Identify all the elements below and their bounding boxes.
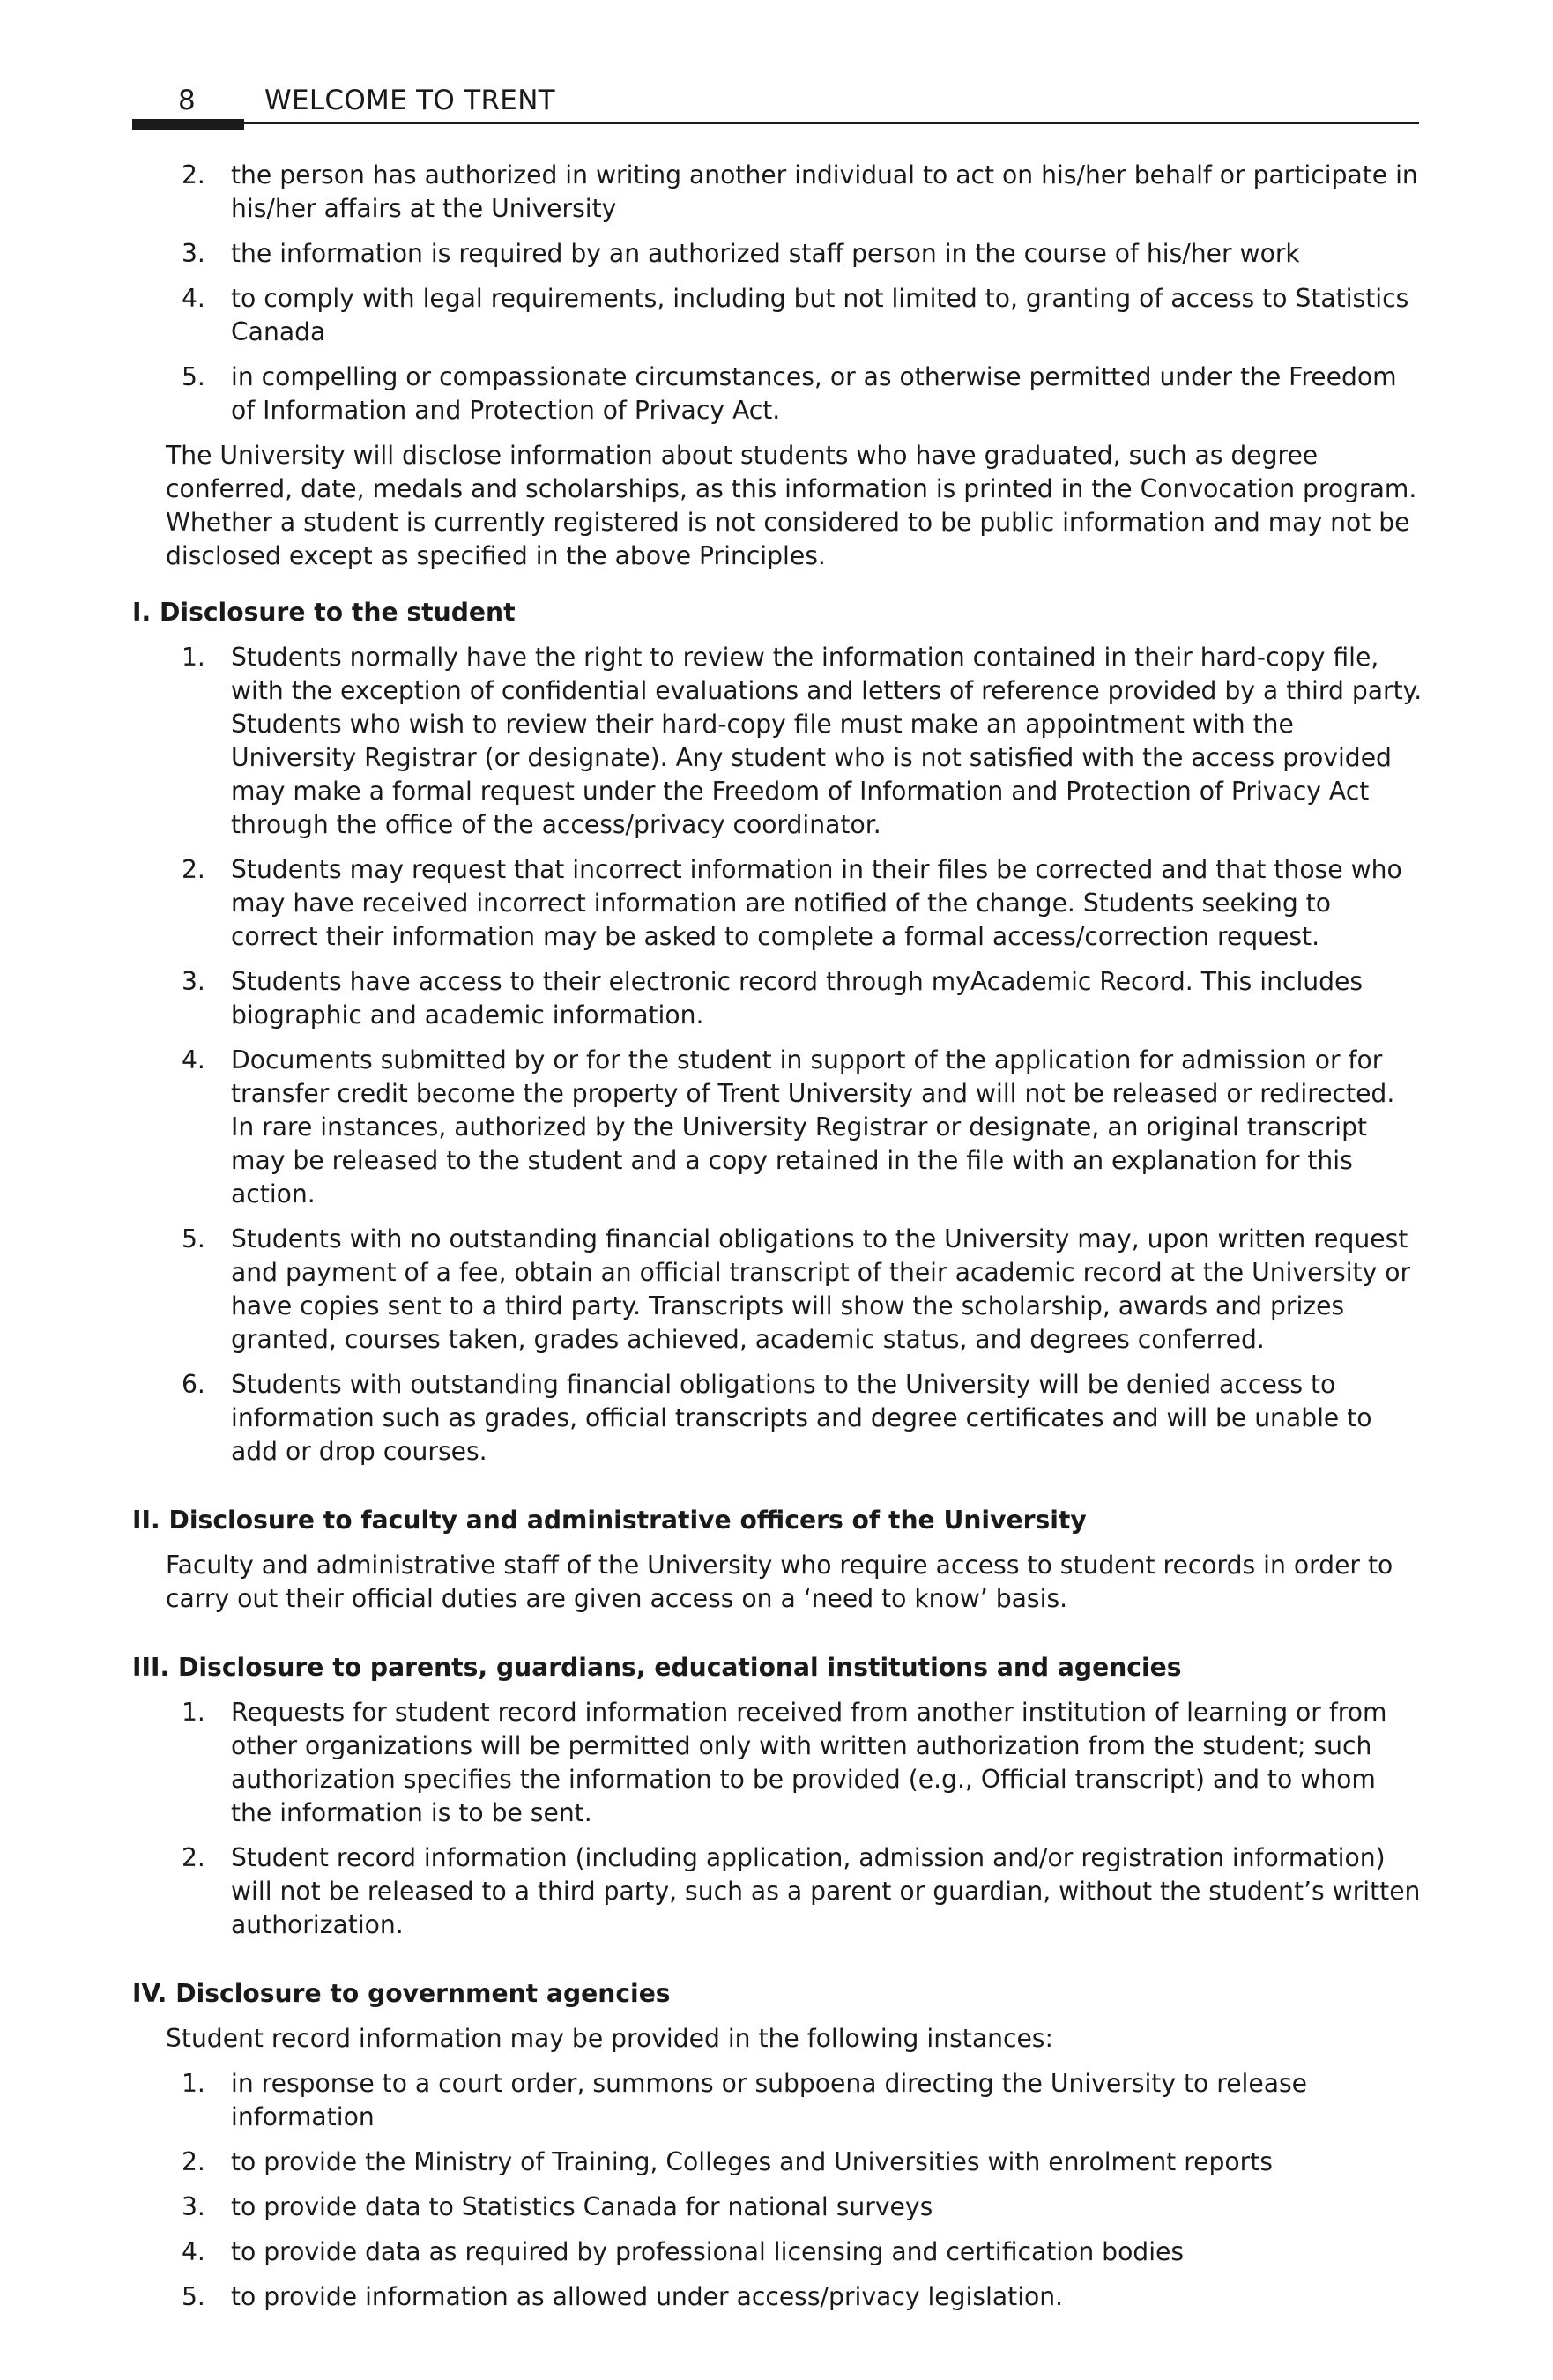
list-item-text: to provide data to Statistics Canada for national surveys (231, 2192, 933, 2221)
list-item-number: 2. (182, 1843, 205, 1872)
government-disclosure-list (132, 2067, 1424, 2314)
list-item (132, 2190, 1424, 2224)
list-item (132, 1368, 1424, 1469)
list-item-text: Students normally have the right to review the information contained in their hard-copy file, with the exception of confidential evaluations and letters of reference provided by a third party. Students who wish to review their hard-copy file must make an appointment with the University Registrar (or designate). Any student who is not satisfied with the access provided may make a formal request under the Freedom of Information and Protection of Privacy Act through the office of the access/privacy coordinator. (231, 643, 1423, 839)
list-item (132, 1044, 1424, 1211)
list-item (132, 1841, 1424, 1942)
list-item-text: Students with outstanding financial obligations to the University will be denied access to information such as grades, official transcripts and degree certificates and will be unable to add or drop courses. (231, 1370, 1372, 1466)
government-paragraph: Student record information may be provided in the following instances: (166, 2024, 1053, 2053)
list-item (132, 853, 1424, 954)
list-item-number: 3. (182, 239, 205, 268)
list-item-text: in response to a court order, summons or subpoena directing the University to release information (231, 2069, 1308, 2131)
list-item-text: Students may request that incorrect information in their files be corrected and that those who may have received incorrect information are notified of the change. Students seeking to correct their information may be asked to complete a formal access/correction request. (231, 855, 1402, 951)
list-item-number: 2. (182, 160, 205, 190)
page-body (132, 159, 1424, 2325)
parents-disclosure-list (132, 1696, 1424, 1942)
list-item-text: to comply with legal requirements, including but not limited to, granting of access to Statistics Canada (231, 284, 1409, 346)
header-rule (132, 122, 1419, 124)
list-item (132, 2235, 1424, 2269)
list-item-text: the information is required by an authorized staff person in the course of his/her work (231, 239, 1300, 268)
list-item (132, 641, 1424, 842)
list-item (132, 361, 1424, 428)
list-item-text: Student record information (including application, admission and/or registration information) will not be released to a third party, such as a parent or guardian, without the student’s written authorization. (231, 1843, 1421, 1939)
list-item (132, 2067, 1424, 2134)
intro-paragraph: The University will disclose information about students who have graduated, such as degree conferred, date, medals and scholarships, as this information is printed in the Convocation program. Whether a student is currently registered is not considered to be public information and may not be disclosed except as specified in the above Principles. (166, 441, 1417, 570)
list-item-number: 1. (182, 1698, 205, 1727)
list-item-text: Students have access to their electronic record through myAcademic Record. This includes biographic and academic information. (231, 967, 1364, 1030)
list-item (132, 1696, 1424, 1830)
section-heading-student: I. Disclosure to the student (132, 598, 516, 627)
list-item-text: to provide the Ministry of Training, Colleges and Universities with enrolment reports (231, 2147, 1273, 2176)
list-item-text: Students with no outstanding financial obligations to the University may, upon written request and payment of a fee, obtain an official transcript of their academic record at the University or have copies sent to a third party. Transcripts will show the scholarship, awards and prizes granted, courses taken, grades achieved, academic status, and degrees conferred. (231, 1224, 1411, 1354)
list-item (132, 1223, 1424, 1357)
list-item-number: 5. (182, 2282, 205, 2311)
list-item-text: to provide information as allowed under access/privacy legislation. (231, 2282, 1064, 2311)
running-title: WELCOME TO TRENT (264, 85, 555, 116)
list-item-number: 4. (182, 1045, 205, 1075)
list-item-number: 2. (182, 855, 205, 884)
list-item (132, 965, 1424, 1032)
list-item (132, 237, 1424, 271)
list-item-number: 3. (182, 2192, 205, 2221)
faculty-paragraph: Faculty and administrative staff of the University who require access to student records in order to carry out their official duties are given access on a ‘need to know’ basis. (166, 1551, 1393, 1613)
intro-list (132, 159, 1424, 428)
list-item-number: 1. (182, 2069, 205, 2098)
list-item-number: 3. (182, 967, 205, 996)
header-accent-bar (132, 119, 244, 130)
list-item-number: 4. (182, 2237, 205, 2266)
page-number: 8 (178, 85, 196, 116)
list-item-text: in compelling or compassionate circumstances, or as otherwise permitted under the Freedom of Information and Protection of Privacy Act. (231, 362, 1397, 425)
list-item (132, 282, 1424, 349)
section-heading-parents: III. Disclosure to parents, guardians, educational institutions and agencies (132, 1653, 1182, 1682)
list-item-text: Documents submitted by or for the student in support of the application for admission or for transfer credit become the property of Trent University and will not be released or redirected. In rare instances, authorized by the University Registrar or designate, an original transcript may be released to the student and a copy retained in the file with an explanation for this action. (231, 1045, 1395, 1209)
list-item-text: the person has authorized in writing another individual to act on his/her behalf or participate in his/her affairs at the University (231, 160, 1418, 223)
student-disclosure-list (132, 641, 1424, 1469)
list-item (132, 2146, 1424, 2179)
list-item-number: 1. (182, 643, 205, 672)
list-item-number: 6. (182, 1370, 205, 1399)
list-item-text: Requests for student record information received from another institution of learning or from other organizations will be permitted only with written authorization from the student; such authorization specifies the information to be provided (e.g., Official transcript) and to whom the information is to be sent. (231, 1698, 1387, 1827)
list-item-text: to provide data as required by professional licensing and certification bodies (231, 2237, 1185, 2266)
section-heading-government: IV. Disclosure to government agencies (132, 1979, 671, 2008)
list-item (132, 159, 1424, 226)
section-heading-faculty: II. Disclosure to faculty and administrative officers of the University (132, 1506, 1087, 1535)
list-item-number: 5. (182, 362, 205, 391)
list-item-number: 4. (182, 284, 205, 313)
list-item-number: 2. (182, 2147, 205, 2176)
list-item-number: 5. (182, 1224, 205, 1253)
list-item (132, 2280, 1424, 2314)
page-header (132, 83, 1419, 136)
